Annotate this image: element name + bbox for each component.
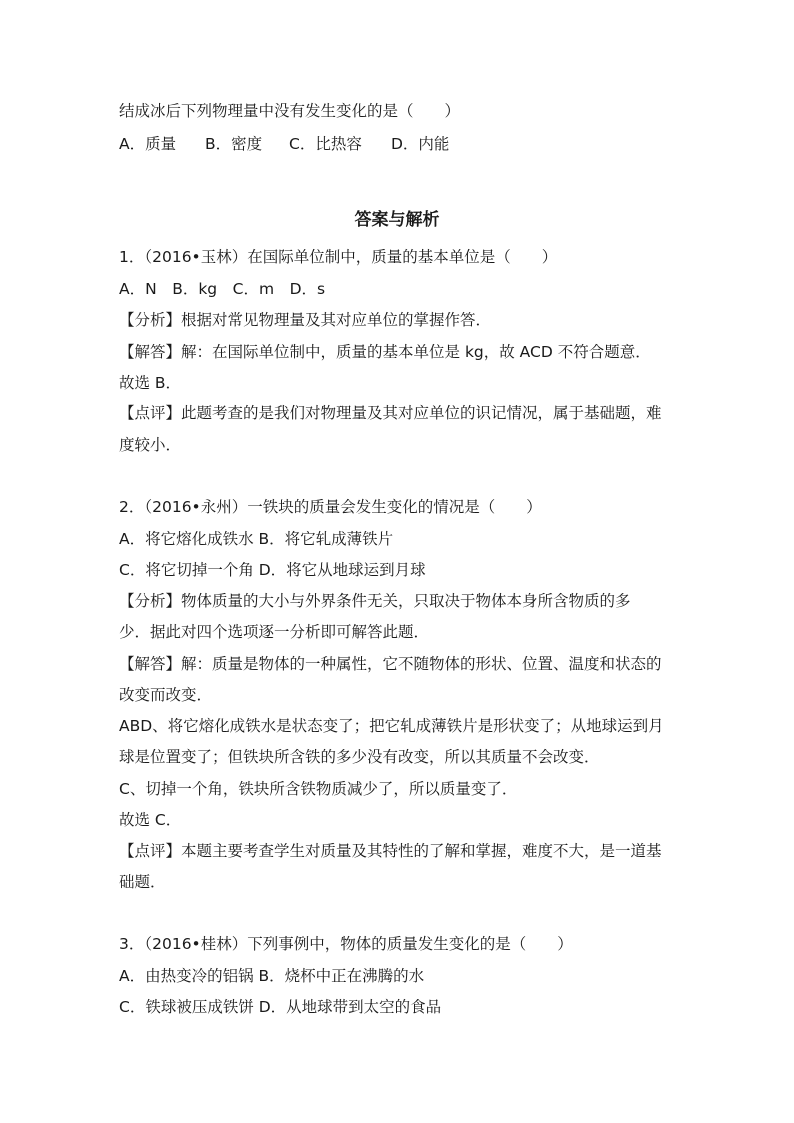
q1-choice: 故选 B． [119, 374, 182, 392]
q2-comment-cont: 础题． [119, 873, 166, 891]
q1-comment-tag: 【点评】 [119, 404, 182, 422]
q2-analysis-cont: 少．据此对四个选项逐一分析即可解答此题． [119, 623, 430, 641]
q1-analysis [119, 310, 491, 330]
q3-stem: 3．（2016•桂林）下列事例中，物体的质量发生变化的是（ ） [119, 935, 573, 953]
q2-answer-text: 解：质量是物体的一种属性，它不随物体的形状、位置、温度和状态的 [181, 655, 662, 673]
answers-title: 答案与解析 [354, 210, 440, 230]
intro-option-d: D．内能 [391, 135, 450, 153]
q2-comment-text: 本题主要考查学生对质量及其特性的了解和掌握，难度不大，是一道基 [181, 842, 662, 860]
q1-comment-cont: 度较小． [119, 436, 182, 454]
q1-comment-text: 此题考查的是我们对物理量及其对应单位的识记情况，属于基础题，难 [181, 404, 662, 422]
q1-stem: 1．（2016•玉林）在国际单位制中，质量的基本单位是（ ） [119, 248, 558, 266]
q3-options-ab: A．由热变冷的铝锅 B．烧杯中正在沸腾的水 [119, 967, 425, 985]
q1-answer-tag: 【解答】 [119, 343, 182, 361]
q1-answer [119, 342, 651, 362]
intro-option-b: B．密度 [205, 135, 263, 153]
intro-question: 结成冰后下列物理量中没有发生变化的是（ ） [119, 102, 461, 120]
q1-analysis-tag: 【分析】 [119, 311, 182, 329]
q2-answer [119, 654, 662, 674]
q2-answer-tag: 【解答】 [119, 655, 182, 673]
q1-comment [119, 403, 662, 423]
q2-stem: 2．（2016•永州）一铁块的质量会发生变化的情况是（ ） [119, 498, 542, 516]
q1-analysis-text: 根据对常见物理量及其对应单位的掌握作答． [181, 311, 492, 329]
q1-answer-text: 解：在国际单位制中，质量的基本单位是 kg，故 ACD 不符合题意． [181, 343, 651, 361]
q2-analysis-tag: 【分析】 [119, 592, 182, 610]
q2-options-ab: A．将它熔化成铁水 B．将它轧成薄铁片 [119, 530, 394, 548]
q2-comment-tag: 【点评】 [119, 842, 182, 860]
intro-option-a: A．质量 [119, 135, 177, 153]
q3-options-cd: C．铁球被压成铁饼 D．从地球带到太空的食品 [119, 998, 442, 1016]
intro-option-c: C．比热容 [289, 135, 362, 153]
q2-answer-line-2: 改变而改变． [119, 686, 213, 704]
intro-options [119, 134, 449, 154]
q1-options: A．N B．kg C．m D．s [119, 280, 326, 298]
q2-options-cd: C．将它切掉一个角 D．将它从地球运到月球 [119, 561, 426, 579]
q2-answer-line-4: 球是位置变了；但铁块所含铁的多少没有改变，所以其质量不会改变． [119, 748, 600, 766]
q2-answer-line-5: C、切掉一个角，铁块所含铁物质减少了，所以质量变了． [119, 780, 518, 798]
q2-comment [119, 841, 662, 861]
q2-analysis [119, 591, 631, 611]
q2-choice: 故选 C． [119, 811, 182, 829]
q2-answer-line-3: ABD、将它熔化成铁水是状态变了；把它轧成薄铁片是形状变了；从地球运到月 [119, 717, 664, 735]
q2-analysis-text: 物体质量的大小与外界条件无关，只取决于物体本身所含物质的多 [181, 592, 631, 610]
